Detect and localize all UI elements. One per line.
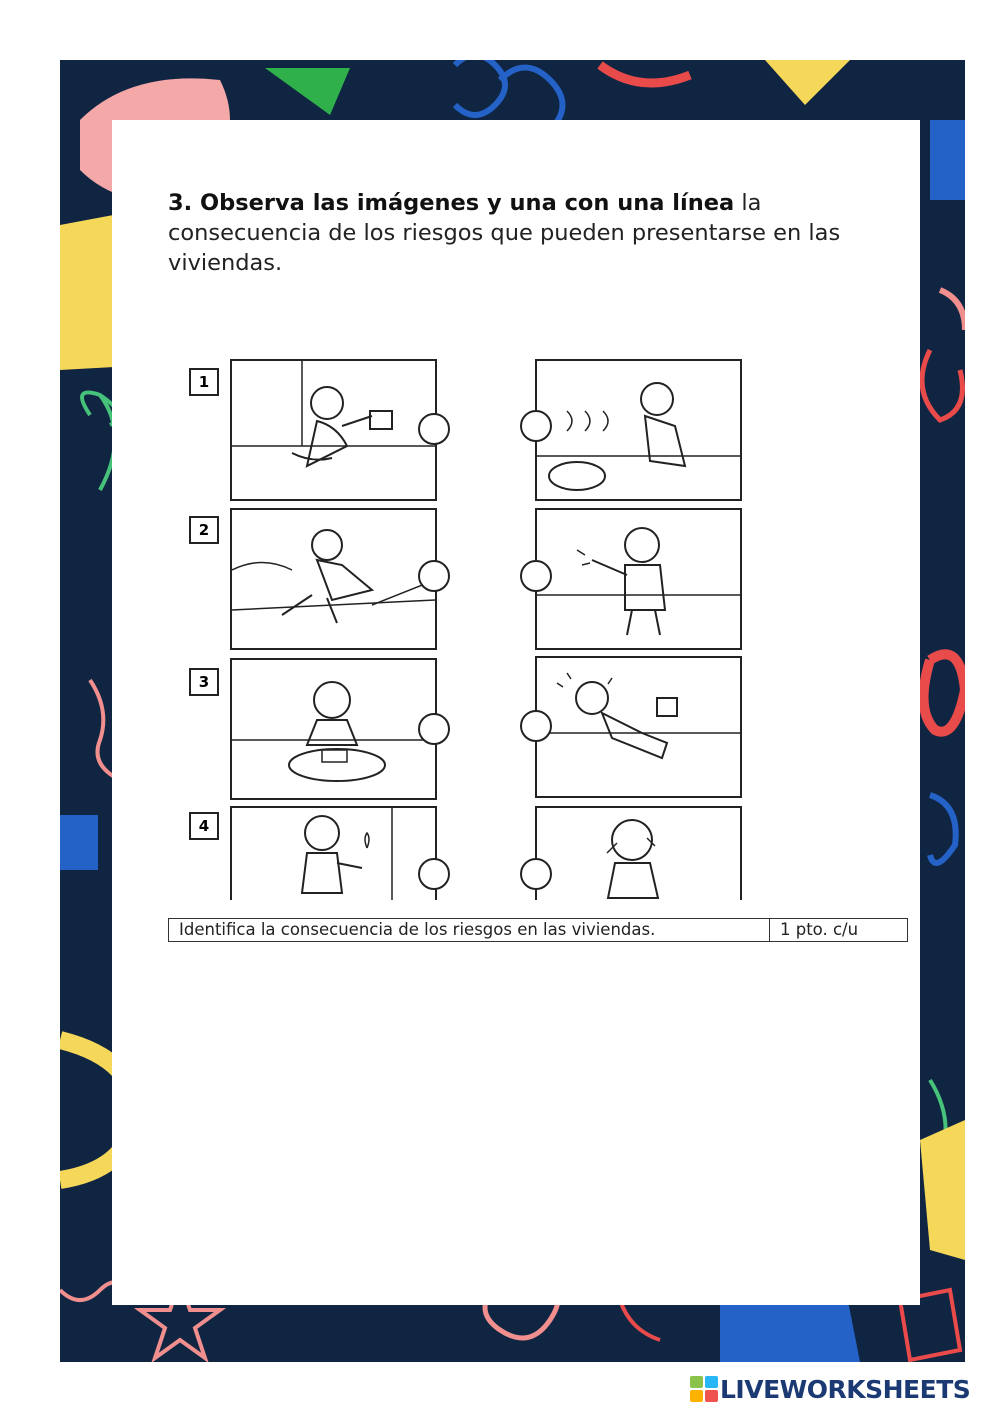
logo-mark-icon [690, 1376, 718, 1402]
row-number: 1 [189, 368, 219, 396]
rubric-points: 1 pto. c/u [780, 920, 859, 939]
scene-panel-left-2 [230, 508, 437, 650]
logo-text: LIVEWORKSHEETS [720, 1374, 971, 1404]
match-dot-left-1[interactable] [418, 413, 450, 445]
rubric-criterion: Identifica la consecuencia de los riesgos en las viviendas. [169, 919, 770, 941]
scene-panel-left-1 [230, 359, 437, 501]
scene-panel-right-3 [535, 656, 742, 798]
rubric-table [168, 918, 908, 942]
child-running-with-pot-icon [232, 510, 435, 648]
scene-panel-left-4 [230, 806, 437, 900]
matching-exercise [180, 350, 750, 900]
child-burned-by-hot-pot-icon [537, 361, 740, 499]
child-electric-shock-icon [537, 510, 740, 648]
scene-panel-left-3 [230, 658, 437, 800]
child-playing-with-knife-icon [232, 660, 435, 798]
liveworksheets-logo[interactable] [690, 1372, 970, 1406]
instruction-bold: 3. Observa las imágenes y una con una línea [168, 190, 735, 216]
scene-panel-right-2 [535, 508, 742, 650]
match-dot-right-2[interactable] [520, 560, 552, 592]
instruction-rest: la consecuencia de los riesgos que pueden presentarse en las viviendas. [168, 190, 841, 276]
scene-panel-right-1 [535, 359, 742, 501]
match-dot-left-2[interactable] [418, 560, 450, 592]
row-number: 4 [189, 812, 219, 840]
row-number: 3 [189, 668, 219, 696]
match-dot-left-4[interactable] [418, 858, 450, 890]
match-dot-left-3[interactable] [418, 713, 450, 745]
child-shocked-on-floor-icon [537, 658, 740, 796]
child-touching-outlet-icon [232, 361, 435, 499]
match-dot-right-4[interactable] [520, 858, 552, 890]
child-playing-with-lighter-icon [232, 808, 435, 900]
match-dot-right-3[interactable] [520, 710, 552, 742]
instruction-text [168, 188, 908, 278]
match-dot-right-1[interactable] [520, 410, 552, 442]
scene-panel-right-4 [535, 806, 742, 900]
child-crying-cut-icon [537, 808, 740, 900]
row-number: 2 [189, 516, 219, 544]
